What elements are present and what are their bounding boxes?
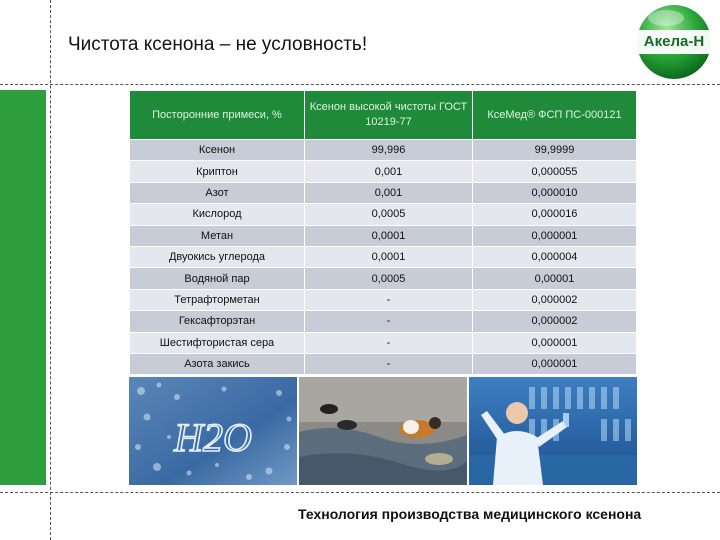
table-row [130, 332, 637, 353]
gost-value: 0,0001 [305, 246, 473, 267]
logo-text: Акела-Н [643, 33, 705, 50]
lab-photo [469, 377, 637, 485]
table-row [130, 182, 637, 203]
ksemed-value: 99,9999 [473, 140, 637, 161]
table-row [130, 140, 637, 161]
ksemed-value: 0,000001 [473, 225, 637, 246]
table-row [130, 268, 637, 289]
table-row [130, 161, 637, 182]
table-row [130, 246, 637, 267]
gost-value: 0,0005 [305, 268, 473, 289]
top-divider [0, 84, 720, 85]
ksemed-value: 0,000016 [473, 204, 637, 225]
table-header-row [130, 91, 637, 140]
ksemed-value: 0,000004 [473, 246, 637, 267]
impurity-name: Ксенон [130, 140, 305, 161]
impurity-name: Метан [130, 225, 305, 246]
impurity-name: Водяной пар [130, 268, 305, 289]
impurity-name: Криптон [130, 161, 305, 182]
impurity-name: Тетрафторметан [130, 289, 305, 310]
ksemed-value: 0,000055 [473, 161, 637, 182]
table-row [130, 353, 637, 374]
impurity-name: Двуокись углерода [130, 246, 305, 267]
h2o-text: H2O [174, 415, 252, 460]
ksemed-value: 0,000002 [473, 311, 637, 332]
table-row [130, 204, 637, 225]
accent-bar [0, 90, 46, 485]
left-divider [50, 0, 51, 540]
slide-title: Чистота ксенона – не условность! [68, 34, 368, 55]
table-row [130, 289, 637, 310]
impurities-table [129, 90, 637, 375]
gost-value: - [305, 289, 473, 310]
header-gost-xenon: Ксенон высокой чистоты ГОСТ 10219-77 [305, 91, 473, 140]
ksemed-value: 0,000001 [473, 353, 637, 374]
bottom-divider [0, 492, 720, 493]
impurity-name: Азота закись [130, 353, 305, 374]
impurity-name: Кислород [130, 204, 305, 225]
gost-value: 0,001 [305, 182, 473, 203]
gost-value: 0,0001 [305, 225, 473, 246]
impurity-name: Гексафторэтан [130, 311, 305, 332]
gost-value: - [305, 332, 473, 353]
gost-value: - [305, 353, 473, 374]
header-ksemed: КсеМед® ФСП ПС-000121 [473, 91, 637, 140]
ksemed-value: 0,00001 [473, 268, 637, 289]
table-row [130, 225, 637, 246]
table-row [130, 311, 637, 332]
gost-value: - [305, 311, 473, 332]
impurity-name: Азот [130, 182, 305, 203]
water-photo [129, 377, 297, 485]
ksemed-value: 0,000001 [473, 332, 637, 353]
company-logo [632, 2, 716, 82]
gost-value: 99,996 [305, 140, 473, 161]
slide-footer: Технология производства медицинского ксенона [298, 506, 642, 522]
header-impurities: Посторонние примеси, % [130, 91, 305, 140]
gost-value: 0,0005 [305, 204, 473, 225]
ksemed-value: 0,000010 [473, 182, 637, 203]
animals-photo [299, 377, 467, 485]
ksemed-value: 0,000002 [473, 289, 637, 310]
gost-value: 0,001 [305, 161, 473, 182]
impurity-name: Шестифтористая сера [130, 332, 305, 353]
